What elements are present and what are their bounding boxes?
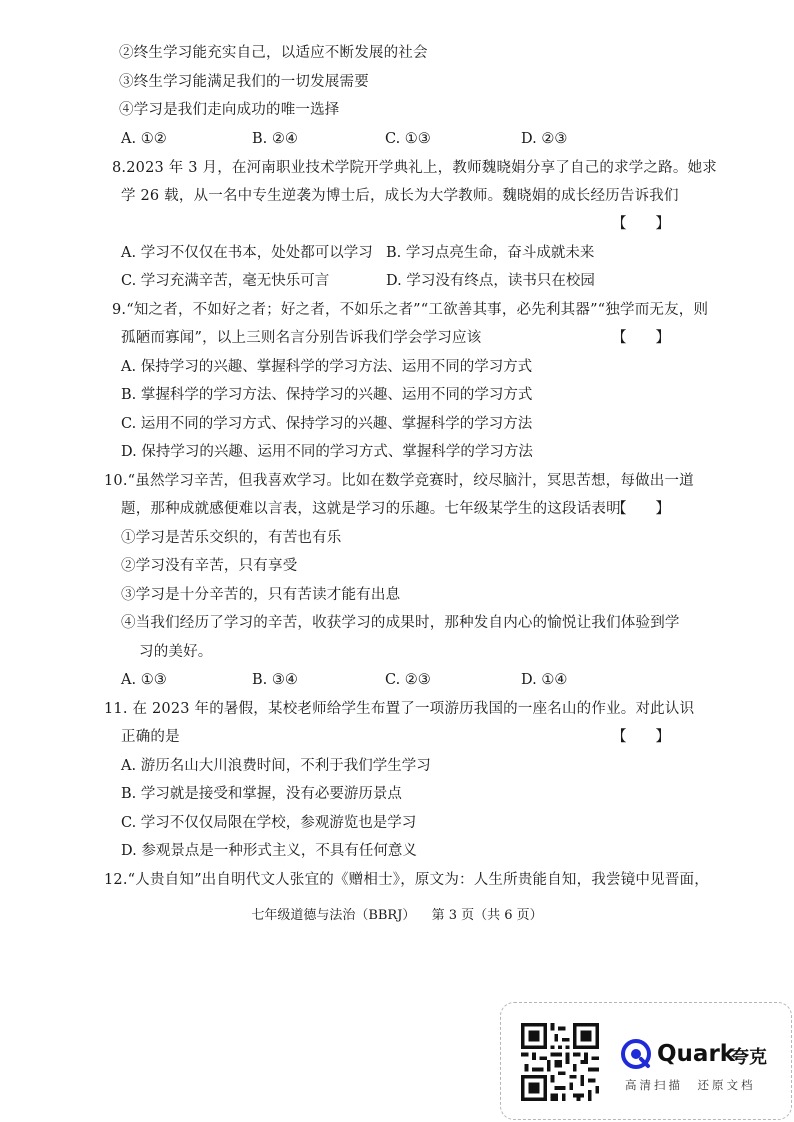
q9-option-b: B. 掌握科学的学习方法、保持学习的兴趣、运用不同的学习方式 — [121, 387, 533, 403]
q12-stem-line-1: 12.“人贵自知”出自明代文人张宜的《赠相士》，原文为：人生所贵能自知，我尝镜中见晋面， — [104, 872, 709, 888]
q10-answer-bracket: 【 】 — [612, 501, 670, 517]
q10-stem-line-2: 题，那种成就感便难以言表，这就是学习的乐趣。七年级某学生的这段话表明 — [121, 501, 621, 517]
q10-statement-2: ②学习没有辛苦，只有享受 — [121, 558, 298, 574]
q7-option-c: C. ①③ — [385, 131, 431, 147]
q7-option-d: D. ②③ — [521, 131, 568, 147]
quark-brand-name: Quark — [657, 1041, 736, 1067]
q8-option-c: C. 学习充满辛苦，毫无快乐可言 — [121, 273, 330, 289]
q8-option-b: B. 学习点亮生命，奋斗成就未来 — [386, 245, 595, 261]
q7-statement-3: ③终生学习能满足我们的一切发展需要 — [119, 74, 369, 90]
q8-answer-bracket: 【 】 — [612, 216, 670, 232]
quark-brand-cn: 夸克 — [731, 1047, 767, 1068]
quark-watermark — [500, 1002, 792, 1120]
q8-option-a: A. 学习不仅仅在书本，处处都可以学习 — [121, 245, 373, 261]
quark-logo-icon — [621, 1039, 651, 1069]
q8-stem-line-1: 8.2023 年 3 月，在河南职业技术学院开学典礼上，教师魏晓娟分享了自己的求学之路。她求 — [112, 160, 717, 176]
q7-option-a: A. ①② — [121, 131, 167, 147]
q11-stem-line-2: 正确的是 — [121, 729, 180, 745]
q9-option-d: D. 保持学习的兴趣、运用不同的学习方式、掌握科学的学习方法 — [121, 444, 533, 460]
q8-option-d: D. 学习没有终点，读书只在校园 — [386, 273, 595, 289]
q9-stem-line-1: 9.“知之者，不如好之者；好之者，不如乐之者”“工欲善其事，必先利其器”“独学而无友，则 — [112, 302, 709, 318]
footer-page-number: 第 3 页（共 6 页） — [431, 908, 543, 923]
q9-option-a: A. 保持学习的兴趣、掌握科学的学习方法、运用不同的学习方式 — [121, 359, 533, 375]
q11-answer-bracket: 【 】 — [612, 729, 670, 745]
q9-stem-line-2: 孤陋而寡闻”，以上三则名言分别告诉我们学会学习应该 — [121, 330, 482, 346]
q10-stem-line-1: 10.“虽然学习辛苦，但我喜欢学习。比如在数学竞赛时，绞尽脑汁，冥思苦想，每做出一道 — [104, 473, 694, 489]
q8-stem-line-2: 学 26 载，从一名中专生逆袭为博士后，成长为大学教师。魏晓娟的成长经历告诉我们 — [121, 188, 679, 204]
q7-statement-2: ②终生学习能充实自己，以适应不断发展的社会 — [119, 45, 428, 61]
q7-option-b: B. ②④ — [252, 131, 298, 147]
footer-subject: 七年级道德与法治（BBRJ） — [251, 908, 416, 923]
q10-option-c: C. ②③ — [385, 672, 431, 688]
q11-option-b: B. 学习就是接受和掌握，没有必要游历景点 — [121, 786, 402, 802]
q10-statement-4-line-2: 习的美好。 — [139, 644, 213, 660]
qr-code-icon — [521, 1023, 599, 1101]
q11-option-a: A. 游历名山大川浪费时间，不利于我们学生学习 — [121, 758, 431, 774]
q9-option-c: C. 运用不同的学习方式、保持学习的兴趣、掌握科学的学习方法 — [121, 416, 533, 432]
q10-statement-1: ①学习是苦乐交织的，有苦也有乐 — [121, 530, 342, 546]
q10-statement-3: ③学习是十分辛苦的，只有苦读才能有出息 — [121, 587, 401, 603]
q10-statement-4-line-1: ④当我们经历了学习的辛苦，收获学习的成果时，那种发自内心的愉悦让我们体验到学 — [121, 615, 680, 631]
q10-option-d: D. ①④ — [521, 672, 568, 688]
q9-answer-bracket: 【 】 — [612, 330, 670, 346]
q11-stem-line-1: 11. 在 2023 年的暑假，某校老师给学生布置了一项游历我国的一座名山的作业。对此认识 — [104, 701, 695, 717]
quark-tagline: 高清扫描 还原文档 — [625, 1078, 756, 1092]
q11-option-d: D. 参观景点是一种形式主义，不具有任何意义 — [121, 843, 417, 859]
page-footer — [0, 907, 794, 925]
q11-option-c: C. 学习不仅仅局限在学校，参观游览也是学习 — [121, 815, 417, 831]
q10-option-a: A. ①③ — [121, 672, 167, 688]
q7-statement-4: ④学习是我们走向成功的唯一选择 — [119, 102, 340, 118]
q10-option-b: B. ③④ — [252, 672, 298, 688]
